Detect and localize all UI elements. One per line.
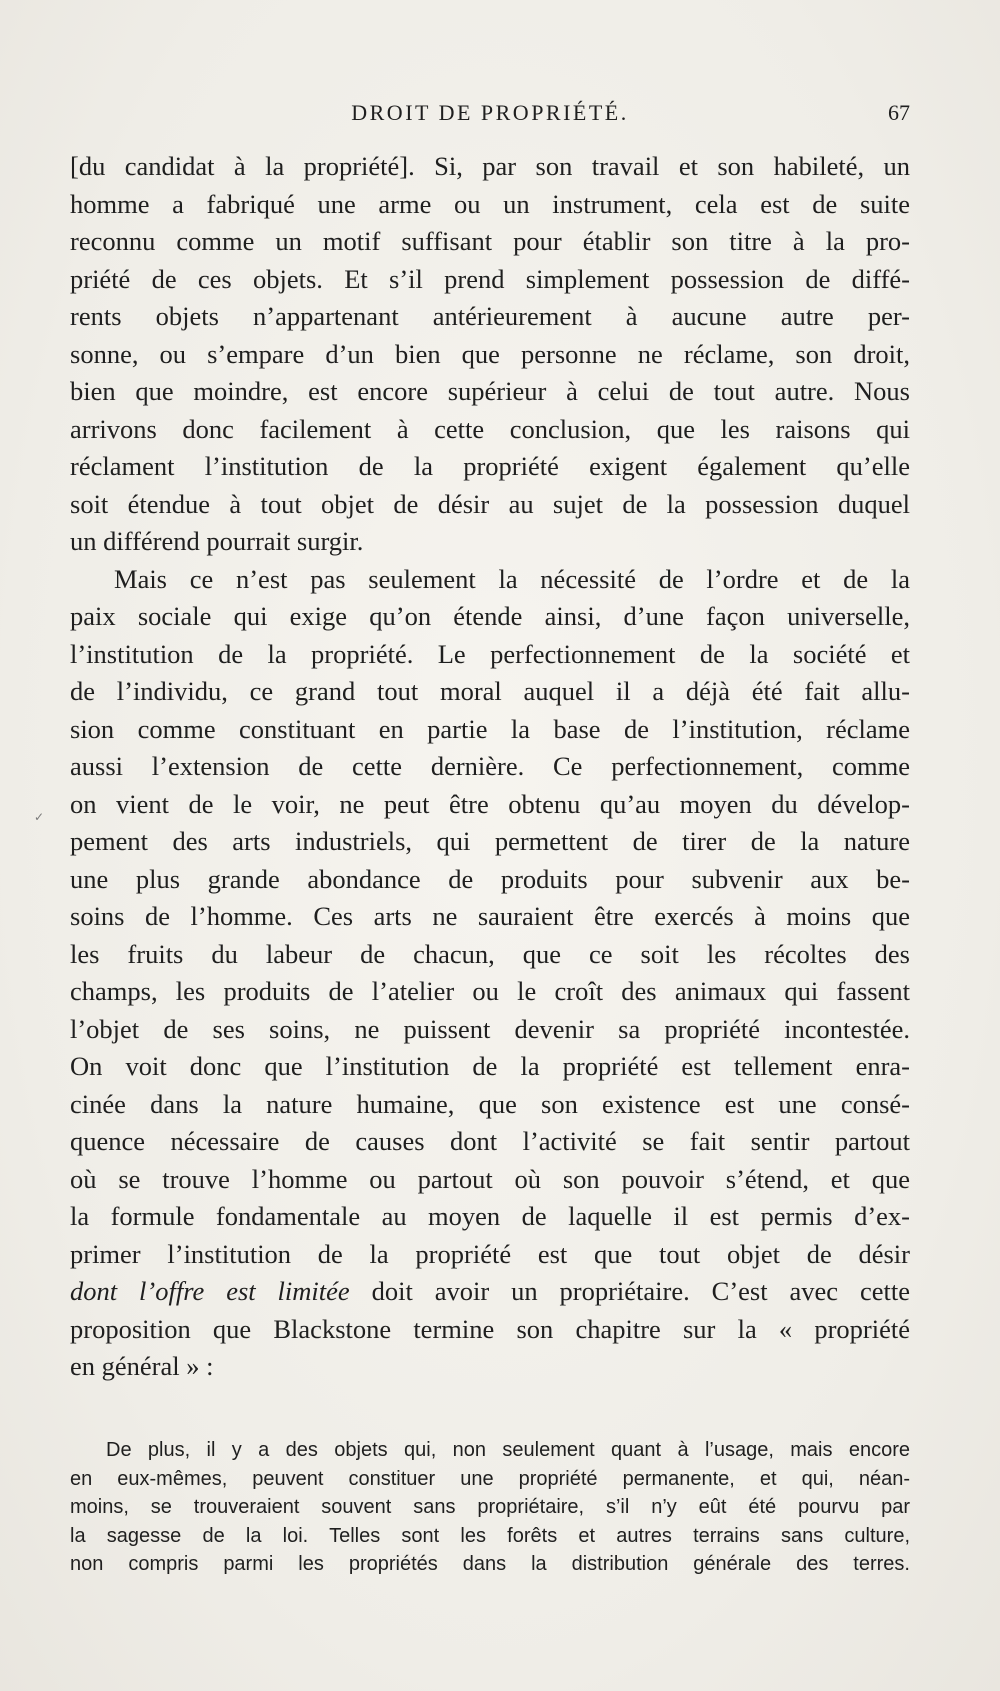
text-line: sion comme constituant en partie la base de l’institution, réclame xyxy=(70,713,910,744)
text-line: priété de ces objets. Et s’il prend simplement possession de diffé- xyxy=(70,263,910,294)
text-line: On voit donc que l’institution de la propriété est tellement enra- xyxy=(70,1051,910,1081)
text-line: en général » : xyxy=(70,1351,214,1381)
text-line: les fruits du labeur de chacun, que ce soit les récoltes des xyxy=(70,938,910,969)
text-line: où se trouve l’homme ou partout où son pouvoir s’étend, et que xyxy=(70,1163,910,1194)
page-number: 67 xyxy=(888,100,910,125)
text-line: cinée dans la nature humaine, que son existence est une consé- xyxy=(70,1088,910,1119)
quote-line: De plus, il y a des objets qui, non seulement quant à l’usage, mais encore xyxy=(106,1439,910,1461)
quote-line: la sagesse de la loi. Telles sont les forêts et autres terrains sans culture, xyxy=(70,1524,910,1547)
quote-line: moins, se trouveraient souvent sans propriétaire, s’il n’y eût été pourvu par xyxy=(70,1496,910,1518)
text-line: une plus grande abondance de produits pour subvenir aux be- xyxy=(70,863,910,894)
text-line: paix sociale qui exige qu’on étende ainsi, d’une façon universelle, xyxy=(70,601,910,631)
text-line: aussi l’extension de cette dernière. Ce perfectionnement, comme xyxy=(70,751,910,781)
italic-phrase: dont l’offre est limitée xyxy=(70,1276,350,1306)
text-line: rents objets n’appartenant antérieurement à aucune autre per- xyxy=(70,301,910,331)
text-line-with-italic xyxy=(70,1273,910,1311)
text-line: soit étendue à tout objet de désir au sujet de la possession duquel xyxy=(70,488,910,519)
text-line: [du candidat à la propriété]. Si, par son travail et son habileté, un xyxy=(70,151,910,181)
text-line: sonne, ou s’empare d’un bien que personne ne réclame, son droit, xyxy=(70,338,910,369)
text-line: réclament l’institution de la propriété exigent également qu’elle xyxy=(70,451,910,481)
text-line: primer l’institution de la propriété est que tout objet de désir xyxy=(70,1238,910,1269)
text-line: soins de l’homme. Ces arts ne sauraient être exercés à moins que xyxy=(70,901,910,931)
text-line: un différend pourrait surgir. xyxy=(70,526,364,556)
quote-line: non compris parmi les propriétés dans la distribution générale des terres. xyxy=(70,1553,910,1575)
text-line: de l’individu, ce grand tout moral auquel il a déjà été fait allu- xyxy=(70,676,910,706)
quote-line: en eux-mêmes, peuvent constituer une propriété permanente, et qui, néan- xyxy=(70,1467,910,1490)
text-line: bien que moindre, est encore supérieur à celui de tout autre. Nous xyxy=(70,376,910,406)
text-line: la formule fondamentale au moyen de laquelle il est permis d’ex- xyxy=(70,1201,910,1231)
text-line: champs, les produits de l’atelier ou le croît des animaux qui fassent xyxy=(70,976,910,1006)
margin-mark: ✓ xyxy=(34,810,45,824)
running-title: DROIT DE PROPRIÉTÉ. xyxy=(351,100,629,125)
text-line: quence nécessaire de causes dont l’activité se fait sentir partout xyxy=(70,1126,910,1156)
text-line: l’objet de ses soins, ne puissent devenir sa propriété incontestée. xyxy=(70,1013,910,1044)
text-line: homme a fabriqué une arme ou un instrument, cela est de suite xyxy=(70,188,910,219)
running-head xyxy=(70,100,910,130)
text-line: proposition que Blackstone termine son chapitre sur la « propriété xyxy=(70,1313,910,1344)
paragraph-first-line: Mais ce n’est pas seulement la nécessité de l’ordre et de la xyxy=(114,563,910,594)
text-fragment: doit avoir un propriétaire. C’est avec cette xyxy=(349,1276,910,1306)
block-quote xyxy=(70,1436,910,1579)
body-text xyxy=(70,148,910,1386)
text-line: reconnu comme un motif suffisant pour établir son titre à la pro- xyxy=(70,226,910,256)
text-line: l’institution de la propriété. Le perfectionnement de la société et xyxy=(70,638,910,669)
text-line: on vient de le voir, ne peut être obtenu qu’au moyen du dévelop- xyxy=(70,788,910,819)
text-line: arrivons donc facilement à cette conclusion, que les raisons qui xyxy=(70,413,910,444)
text-line: pement des arts industriels, qui permettent de tirer de la nature xyxy=(70,826,910,856)
